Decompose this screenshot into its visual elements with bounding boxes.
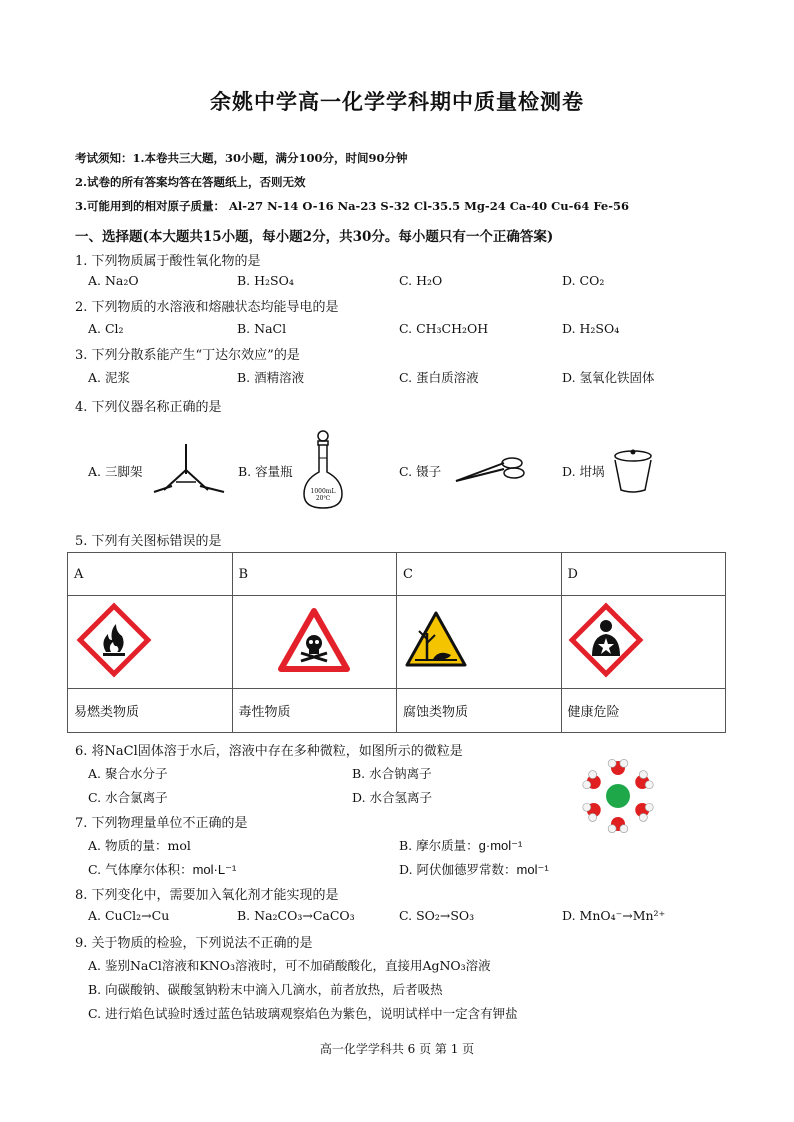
water-hydrogen-atom: [583, 781, 591, 789]
q3-option-a: A. 泥浆: [88, 370, 130, 385]
water-hydrogen-atom: [583, 803, 591, 811]
q6-option-c: C. 水合氯离子: [88, 790, 168, 805]
q3-option-b: B. 酒精溶液: [237, 370, 305, 385]
q3-option-c: C. 蛋白质溶液: [399, 370, 479, 385]
q7-option-c: C. 气体摩尔体积：: [88, 862, 193, 877]
question-5-stem: 5. 下列有关图标错误的是: [75, 534, 222, 549]
table-cell-letter-c: C: [397, 553, 562, 596]
table-cell-letter-a: A: [68, 553, 233, 596]
q4-option-b: B. 容量瓶: [238, 464, 293, 479]
q7-option-c-unit: mol·L⁻¹: [192, 862, 237, 877]
hazard-symbol-table: [67, 552, 726, 733]
page-title: 余姚中学高一化学学科期中质量检测卷: [210, 90, 584, 114]
water-hydrogen-atom: [589, 771, 597, 779]
water-hydrogen-atom: [589, 813, 597, 821]
q2-option-b: B. NaCl: [237, 321, 287, 336]
table-cell-symbol-a: [68, 596, 233, 689]
q4-option-a: A. 三脚架: [88, 464, 143, 479]
flask-temperature-label: 20℃: [315, 495, 331, 502]
q2-option-d: D. H₂SO₄: [562, 321, 620, 336]
section-heading: 一、选择题(本大题共15小题，每小题2分，共30分。每小题只有一个正确答案): [75, 229, 554, 245]
q7-option-b-unit: g·mol⁻¹: [478, 838, 523, 853]
q7-option-d-unit: mol⁻¹: [516, 862, 549, 877]
q1-option-b: B. H₂SO₄: [237, 273, 294, 288]
q8-option-b: B. Na₂CO₃→CaCO₃: [237, 908, 355, 923]
question-9-stem: 9. 关于物质的检验，下列说法不正确的是: [75, 936, 313, 951]
question-6-stem: 6. 将NaCl固体溶于水后，溶液中存在多种微粒，如图所示的微粒是: [75, 744, 463, 759]
water-hydrogen-atom: [639, 813, 647, 821]
question-3-stem: 3. 下列分散系能产生“丁达尔效应”的是: [75, 348, 300, 363]
q8-option-d: D. MnO₄⁻→Mn²⁺: [562, 908, 666, 923]
water-hydrogen-atom: [608, 759, 616, 767]
q8-option-c: C. SO₂→SO₃: [399, 908, 475, 923]
exam-note-1: 考试须知：1.本卷共三大题，30小题，满分100分，时间90分钟: [75, 151, 408, 165]
water-hydrogen-atom: [645, 803, 653, 811]
q9-option-c: C. 进行焰色试验时透过蓝色钴玻璃观察焰色为紫色，说明试样中一定含有钾盐: [88, 1006, 518, 1021]
q6-option-b: B. 水合钠离子: [352, 766, 432, 781]
table-cell-label-d: 健康危险: [561, 689, 726, 733]
question-7-stem: 7. 下列物理量单位不正确的是: [75, 816, 248, 831]
table-cell-symbol-c: [397, 596, 562, 689]
q2-option-a: A. Cl₂: [88, 321, 124, 336]
q7-option-b: B. 摩尔质量：: [399, 838, 479, 853]
water-hydrogen-atom: [639, 771, 647, 779]
page-footer: 高一化学学科共 6 页 第 1 页: [319, 1042, 475, 1056]
q8-option-a: A. CuCl₂→Cu: [88, 908, 170, 923]
hydrated-ion-diagram: [578, 756, 658, 836]
q3-option-d: D. 氢氧化铁固体: [562, 370, 655, 385]
table-cell-symbol-b: [232, 596, 397, 689]
flask-capacity-label: 1000mL: [310, 488, 336, 495]
table-cell-label-b: 毒性物质: [232, 689, 397, 733]
question-2-stem: 2. 下列物质的水溶液和熔融状态均能导电的是: [75, 300, 339, 315]
tripod-icon: [150, 440, 230, 496]
q7-option-a: A. 物质的量：mol: [88, 838, 191, 853]
tongs-icon: [452, 455, 528, 487]
health-hazard-icon: [568, 602, 644, 678]
q9-option-b: B. 向碳酸钠、碳酸氢钠粉末中滴入几滴水，前者放热，后者吸热: [88, 982, 443, 997]
q6-option-a: A. 聚合水分子: [88, 766, 168, 781]
q4-option-d: D. 坩埚: [562, 464, 605, 479]
environmental-hazard-icon: [403, 609, 469, 671]
q7-option-d: D. 阿伏伽德罗常数：: [399, 862, 517, 877]
q9-option-a: A. 鉴别NaCl溶液和KNO₃溶液时，可不加硝酸酸化，直接用AgNO₃溶液: [88, 958, 491, 973]
water-hydrogen-atom: [620, 825, 628, 833]
water-hydrogen-atom: [620, 759, 628, 767]
exam-note-3: 3.可能用到的相对原子质量： Al-27 N-14 O-16 Na-23 S-32 Cl-35.5 Mg-24 Ca-40 Cu-64 Fe-56: [75, 199, 630, 213]
q2-option-c: C. CH₃CH₂OH: [399, 321, 489, 336]
table-cell-letter-d: D: [561, 553, 726, 596]
q1-option-d: D. CO₂: [562, 273, 605, 288]
table-cell-label-a: 易燃类物质: [68, 689, 233, 733]
question-4-stem: 4. 下列仪器名称正确的是: [75, 400, 222, 415]
q6-option-d: D. 水合氢离子: [352, 790, 433, 805]
flammable-icon: [76, 602, 152, 678]
water-hydrogen-atom: [608, 825, 616, 833]
q1-option-a: A. Na₂O: [88, 273, 139, 288]
table-cell-label-c: 腐蚀类物质: [397, 689, 562, 733]
water-hydrogen-atom: [645, 781, 653, 789]
toxic-skull-icon: [277, 607, 351, 673]
exam-note-2: 2.试卷的所有答案均答在答题纸上，否则无效: [75, 175, 306, 189]
table-cell-symbol-d: [561, 596, 726, 689]
crucible-icon: [610, 448, 656, 496]
question-1-stem: 1. 下列物质属于酸性氧化物的是: [75, 254, 261, 269]
question-8-stem: 8. 下列变化中，需要加入氧化剂才能实现的是: [75, 888, 339, 903]
q1-option-c: C. H₂O: [399, 273, 443, 288]
table-cell-letter-b: B: [232, 553, 397, 596]
q4-option-c: C. 镊子: [399, 464, 442, 479]
